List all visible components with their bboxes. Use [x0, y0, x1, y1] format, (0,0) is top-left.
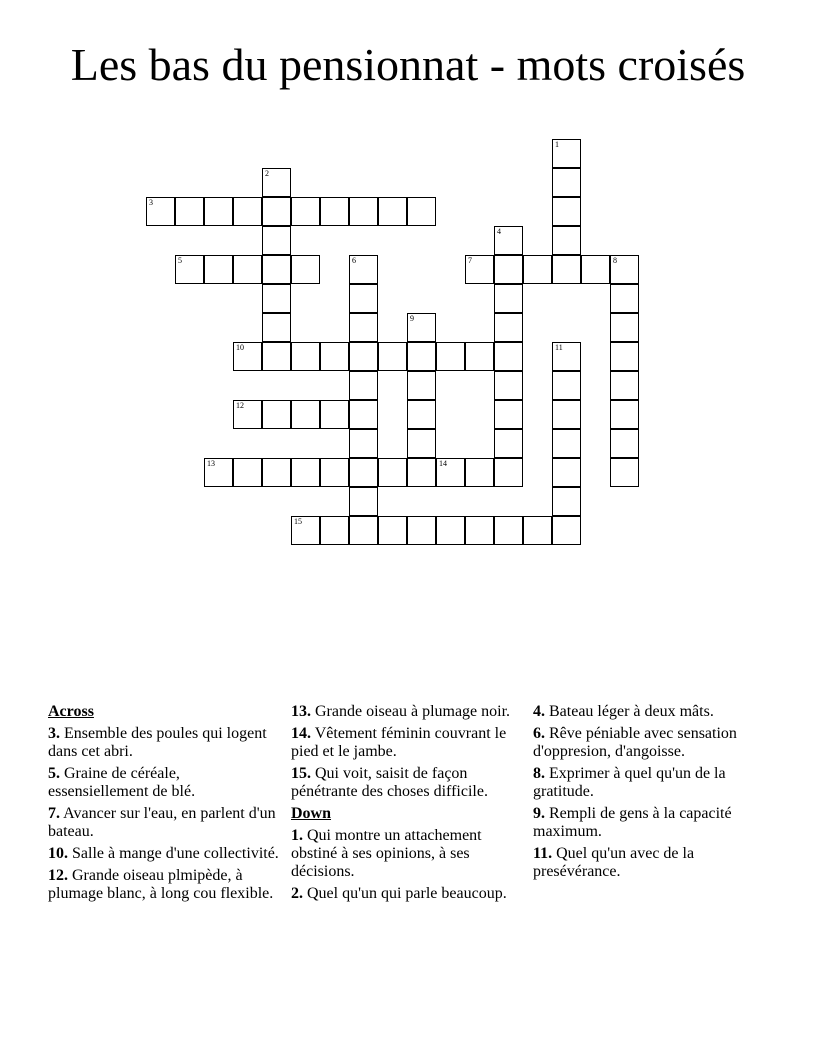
- grid-cell[interactable]: [610, 429, 639, 458]
- cell-number: 5: [178, 256, 182, 265]
- grid-cell[interactable]: [552, 458, 581, 487]
- grid-cell[interactable]: [610, 371, 639, 400]
- grid-cell[interactable]: [552, 516, 581, 545]
- grid-cell[interactable]: [523, 255, 552, 284]
- grid-cell[interactable]: [146, 197, 175, 226]
- grid-cell[interactable]: [262, 400, 291, 429]
- grid-cell[interactable]: [320, 400, 349, 429]
- grid-cell[interactable]: [320, 197, 349, 226]
- grid-cell[interactable]: [610, 458, 639, 487]
- grid-cell[interactable]: [262, 226, 291, 255]
- grid-cell[interactable]: [552, 342, 581, 371]
- cell-number: 1: [555, 140, 559, 149]
- cell-number: 15: [294, 517, 302, 526]
- clue-across-10: 10. Salle à mange d'une collectivité.: [48, 845, 279, 862]
- grid-cell[interactable]: [262, 313, 291, 342]
- grid-cell[interactable]: [320, 516, 349, 545]
- grid-cell[interactable]: [262, 458, 291, 487]
- grid-cell[interactable]: [494, 371, 523, 400]
- grid-cell[interactable]: [610, 284, 639, 313]
- grid-cell[interactable]: [523, 516, 552, 545]
- grid-cell[interactable]: [552, 400, 581, 429]
- clue-across-12: 12. Grande oiseau plmipède, à plumage blanc, à long cou flexible.: [48, 867, 274, 902]
- grid-cell[interactable]: [407, 458, 436, 487]
- cell-number: 11: [555, 343, 563, 352]
- grid-cell[interactable]: [349, 400, 378, 429]
- grid-cell[interactable]: [552, 139, 581, 168]
- grid-cell[interactable]: [465, 458, 494, 487]
- grid-cell[interactable]: [175, 255, 204, 284]
- grid-cell[interactable]: [494, 284, 523, 313]
- grid-cell[interactable]: [494, 458, 523, 487]
- grid-cell[interactable]: [291, 516, 320, 545]
- grid-cell[interactable]: [233, 255, 262, 284]
- grid-cell[interactable]: [436, 516, 465, 545]
- grid-cell[interactable]: [465, 255, 494, 284]
- grid-cell[interactable]: [349, 371, 378, 400]
- clue-column-2: [291, 703, 526, 907]
- grid-cell[interactable]: [552, 226, 581, 255]
- grid-cell[interactable]: [233, 400, 262, 429]
- grid-cell[interactable]: [233, 342, 262, 371]
- grid-cell[interactable]: [378, 516, 407, 545]
- down-heading: Down: [291, 805, 332, 822]
- grid-cell[interactable]: [291, 342, 320, 371]
- grid-cell[interactable]: [610, 400, 639, 429]
- grid-cell[interactable]: [407, 400, 436, 429]
- grid-cell[interactable]: [291, 255, 320, 284]
- cell-number: 2: [265, 169, 269, 178]
- cell-number: 3: [149, 198, 153, 207]
- grid-cell[interactable]: [436, 458, 465, 487]
- grid-cell[interactable]: [204, 197, 233, 226]
- grid-cell[interactable]: [494, 400, 523, 429]
- grid-cell[interactable]: [552, 197, 581, 226]
- grid-cell[interactable]: [407, 342, 436, 371]
- grid-cell[interactable]: [378, 342, 407, 371]
- clue-across-7: 7. Avancer sur l'eau, en parlent d'un bateau.: [48, 805, 276, 840]
- grid-cell[interactable]: [291, 458, 320, 487]
- grid-cell[interactable]: [610, 313, 639, 342]
- clue-column-1: [48, 703, 283, 907]
- grid-cell[interactable]: [407, 197, 436, 226]
- grid-cell[interactable]: [436, 342, 465, 371]
- grid-cell[interactable]: [552, 371, 581, 400]
- grid-cell[interactable]: [262, 197, 291, 226]
- grid-cell[interactable]: [465, 342, 494, 371]
- grid-cell[interactable]: [204, 255, 233, 284]
- grid-cell[interactable]: [610, 342, 639, 371]
- grid-cell[interactable]: [465, 516, 494, 545]
- clue-down-6: 6. Rêve péniable avec sensation d'oppresion, d'angoisse.: [533, 725, 737, 760]
- grid-cell[interactable]: [349, 284, 378, 313]
- grid-cell[interactable]: [349, 487, 378, 516]
- cell-number: 10: [236, 343, 244, 352]
- grid-cell[interactable]: [494, 342, 523, 371]
- grid-cell[interactable]: [175, 197, 204, 226]
- grid-cell[interactable]: [291, 400, 320, 429]
- grid-cell[interactable]: [494, 226, 523, 255]
- grid-cell[interactable]: [262, 255, 291, 284]
- across-heading: Across: [48, 703, 94, 720]
- page-title: Les bas du pensionnat - mots croisés: [70, 39, 746, 90]
- grid-cell[interactable]: [233, 197, 262, 226]
- clue-column-3: [533, 703, 768, 885]
- grid-cell[interactable]: [320, 342, 349, 371]
- grid-cell[interactable]: [581, 255, 610, 284]
- cell-number: 12: [236, 401, 244, 410]
- cell-number: 14: [439, 459, 447, 468]
- cell-number: 9: [410, 314, 414, 323]
- clue-across-14: 14. Vêtement féminin couvrant le pied et le jambe.: [291, 725, 507, 760]
- grid-cell[interactable]: [407, 516, 436, 545]
- grid-cell[interactable]: [262, 168, 291, 197]
- clue-down-4: 4. Bateau léger à deux mâts.: [533, 703, 714, 720]
- grid-cell[interactable]: [262, 284, 291, 313]
- grid-cell[interactable]: [494, 516, 523, 545]
- clue-down-1: 1. Qui montre un attachement obstiné à ses opinions, à ses décisions.: [291, 827, 482, 880]
- grid-cell[interactable]: [349, 516, 378, 545]
- grid-cell[interactable]: [349, 458, 378, 487]
- grid-cell[interactable]: [610, 255, 639, 284]
- grid-cell[interactable]: [494, 429, 523, 458]
- grid-cell[interactable]: [494, 255, 523, 284]
- cell-number: 8: [613, 256, 617, 265]
- grid-cell[interactable]: [233, 458, 262, 487]
- grid-cell[interactable]: [349, 197, 378, 226]
- grid-cell[interactable]: [349, 342, 378, 371]
- grid-cell[interactable]: [349, 429, 378, 458]
- grid-cell[interactable]: [262, 342, 291, 371]
- grid-cell[interactable]: [552, 429, 581, 458]
- clue-down-11: 11. Quel qu'un avec de la presévérance.: [533, 845, 695, 880]
- grid-cell[interactable]: [349, 313, 378, 342]
- grid-cell[interactable]: [552, 168, 581, 197]
- clue-down-2: 2. Quel qu'un qui parle beaucoup.: [291, 885, 507, 902]
- clue-across-3: 3. Ensemble des poules qui logent dans cet abri.: [48, 725, 267, 760]
- grid-cell[interactable]: [552, 487, 581, 516]
- clue-down-8: 8. Exprimer à quel qu'un de la gratitude.: [533, 765, 726, 800]
- grid-cell[interactable]: [494, 313, 523, 342]
- grid-cell[interactable]: [378, 197, 407, 226]
- grid-cell[interactable]: [407, 371, 436, 400]
- clue-down-9: 9. Rempli de gens à la capacité maximum.: [533, 805, 732, 840]
- cell-number: 13: [207, 459, 215, 468]
- clue-across-5: 5. Graine de céréale, essensiellement de blé.: [48, 765, 196, 800]
- cell-number: 4: [497, 227, 501, 236]
- grid-cell[interactable]: [407, 429, 436, 458]
- clue-across-15: 15. Qui voit, saisit de façon pénétrante des choses difficile.: [291, 765, 488, 800]
- cell-number: 7: [468, 256, 472, 265]
- grid-cell[interactable]: [204, 458, 233, 487]
- grid-cell[interactable]: [320, 458, 349, 487]
- clue-across-13: 13. Grande oiseau à plumage noir.: [291, 703, 511, 720]
- grid-cell[interactable]: [378, 458, 407, 487]
- grid-cell[interactable]: [291, 197, 320, 226]
- grid-cell[interactable]: [407, 313, 436, 342]
- grid-cell[interactable]: [349, 255, 378, 284]
- grid-cell[interactable]: [552, 255, 581, 284]
- cell-number: 6: [352, 256, 356, 265]
